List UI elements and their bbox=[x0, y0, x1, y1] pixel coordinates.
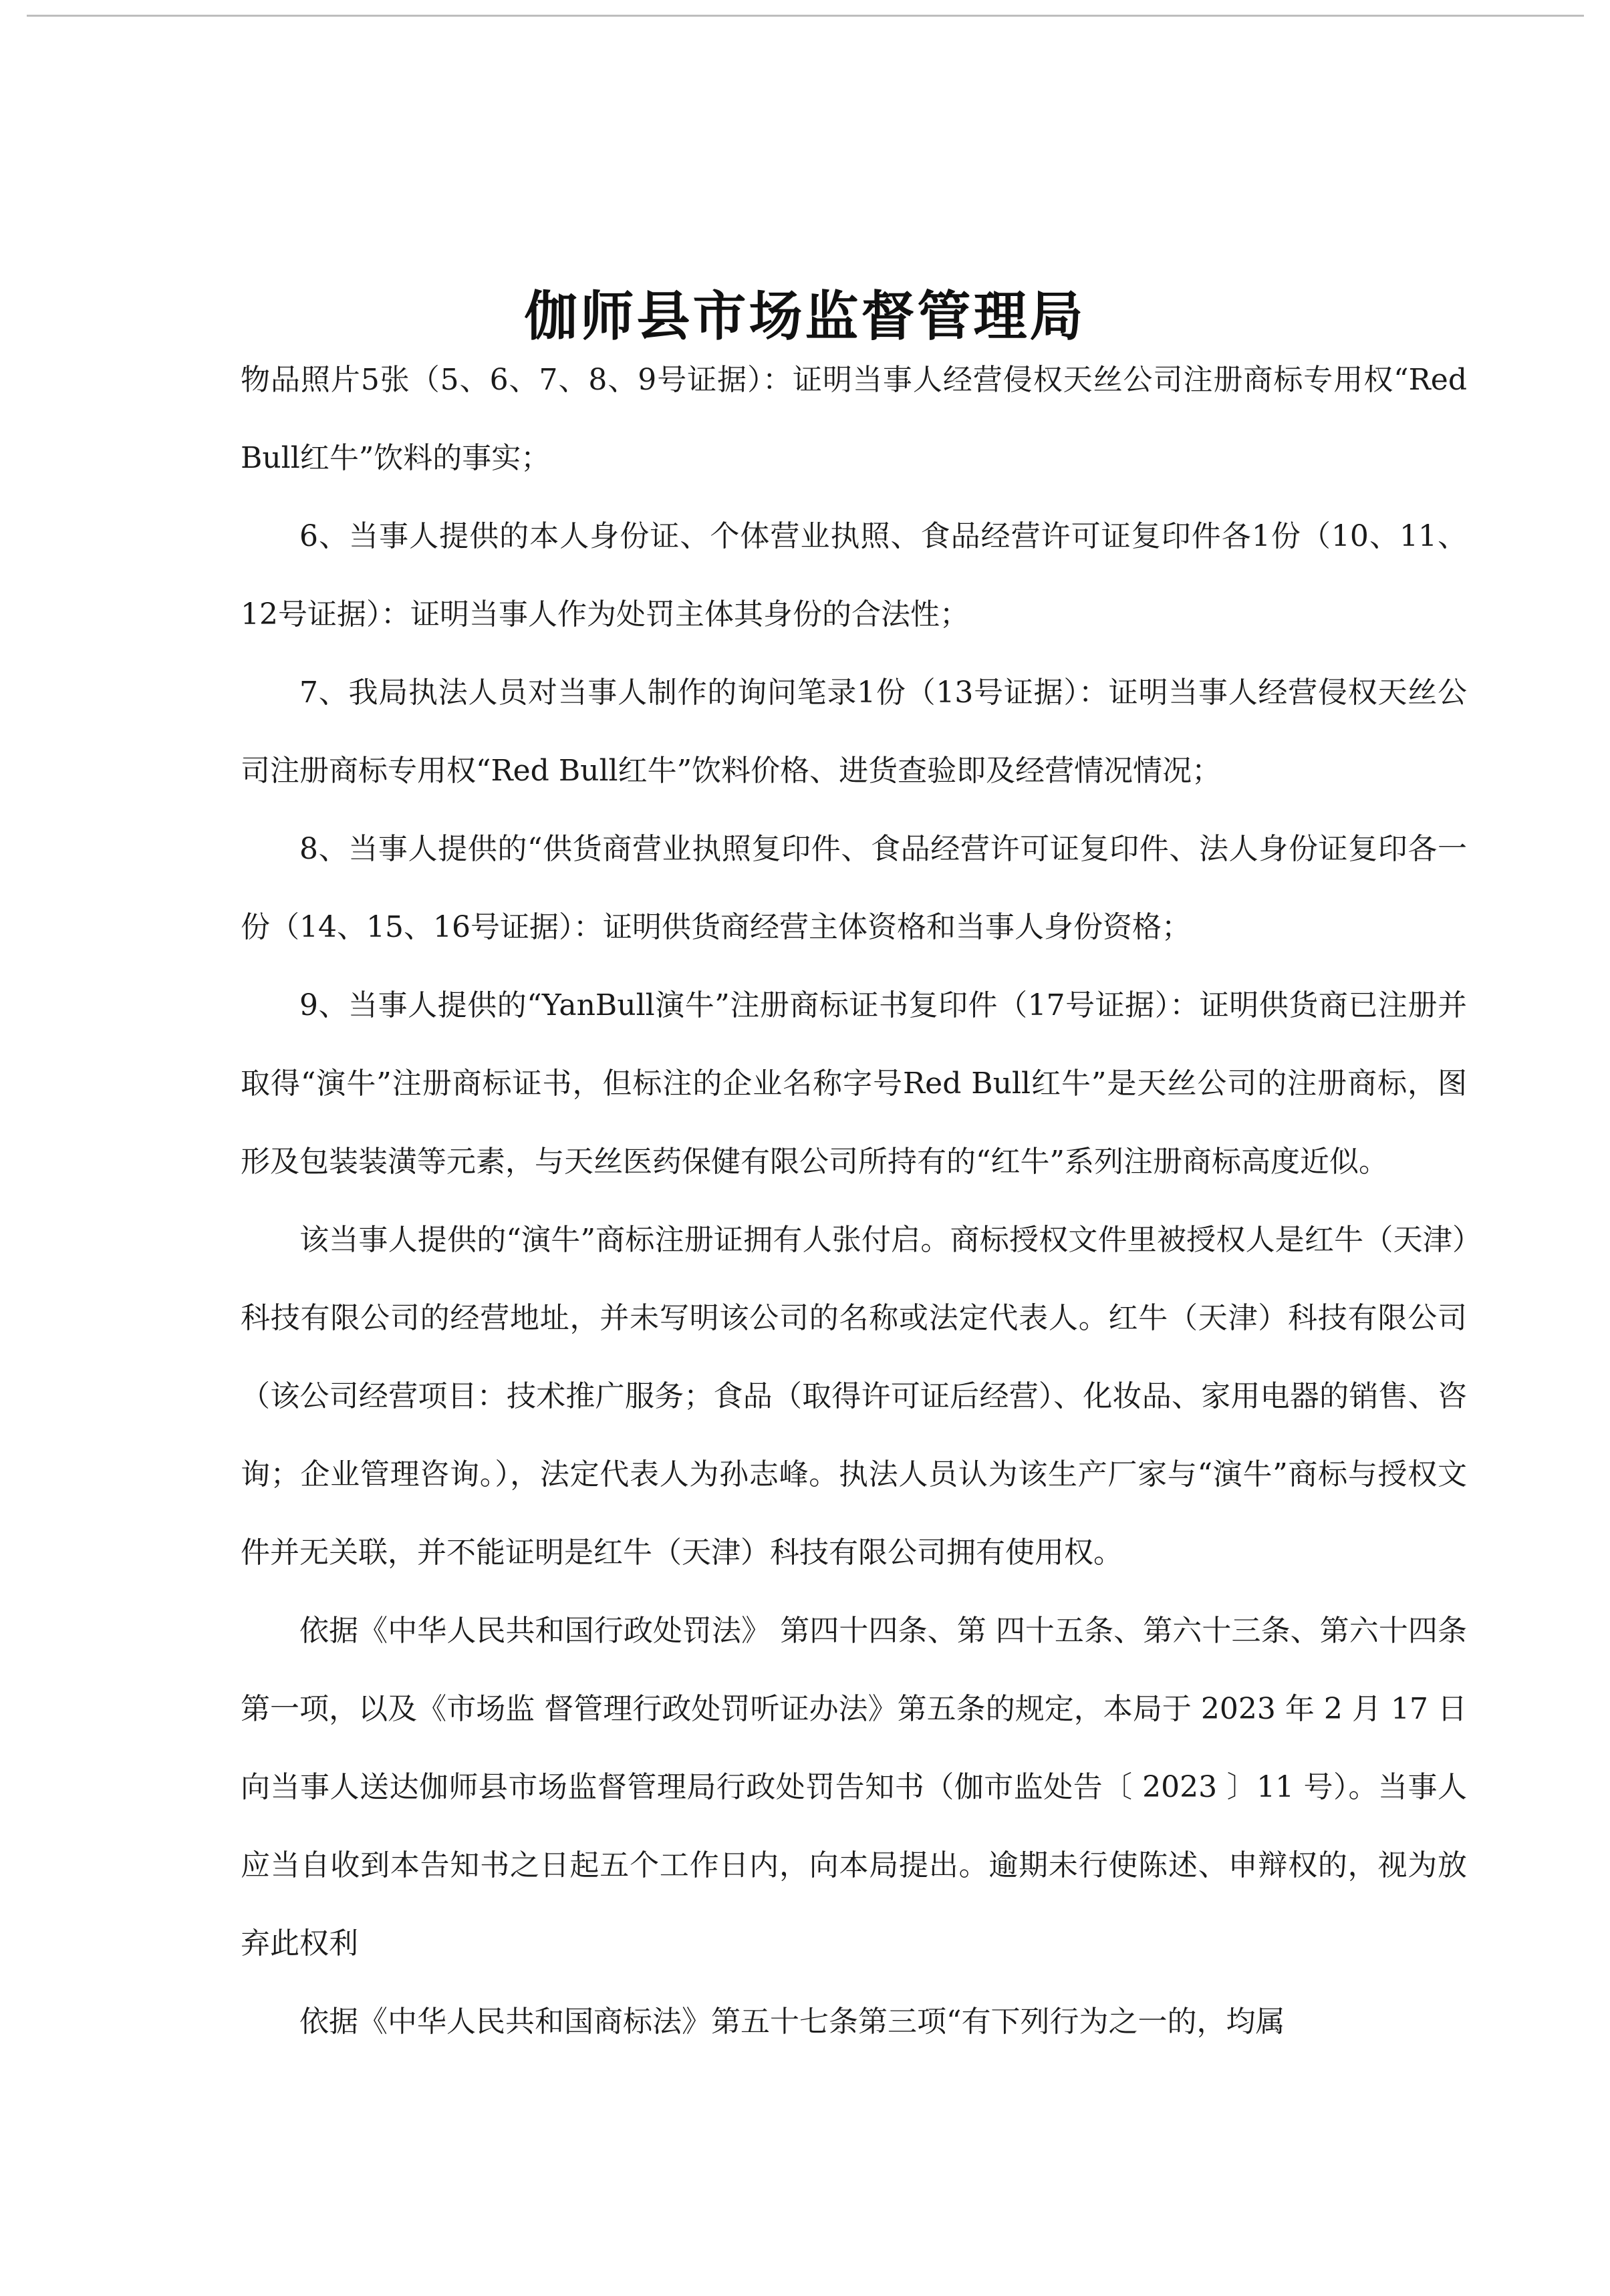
paragraph: 物品照片5张（5、6、7、8、9号证据）：证明当事人经营侵权天丝公司注册商标专用权“Red Bull红牛”饮料的事实； bbox=[241, 363, 1467, 475]
document-body bbox=[241, 341, 1467, 2061]
paragraph: 9、当事人提供的“YanBull演牛”注册商标证书复印件（17号证据）：证明供货商已注册并取得“演牛”注册商标证书，但标注的企业名称字号Red Bull红牛”是天丝公司的注册商标，图形及包装装潢等元素，与天丝医药保健有限公司所持有的“红牛”系列注册商标高度近似。 bbox=[241, 988, 1467, 1179]
paragraph: 该当事人提供的“演牛”商标注册证拥有人张付启。商标授权文件里被授权人是红牛（天津）科技有限公司的经营地址，并未写明该公司的名称或法定代表人。红牛（天津）科技有限公司（该公司经营项目：技术推广服务；食品（取得许可证后经营）、化妆品、家用电器的销售、咨询；企业管理咨询。），法定代表人为孙志峰。执法人员认为该生产厂家与“演牛”商标与授权文件并无关联，并不能证明是红牛（天津）科技有限公司拥有使用权。 bbox=[241, 1223, 1467, 1570]
paragraph: 7、我局执法人员对当事人制作的询问笔录1份（13号证据）：证明当事人经营侵权天丝公司注册商标专用权“Red Bull红牛”饮料价格、进货查验即及经营情况情况； bbox=[241, 676, 1467, 788]
page-title: 伽师县市场监督管理局 bbox=[524, 285, 1086, 347]
paragraph: 依据《中华人民共和国商标法》第五十七条第三项“有下列行为之一的，均属 bbox=[299, 2005, 1285, 2039]
paragraph: 6、当事人提供的本人身份证、个体营业执照、食品经营许可证复印件各1份（10、11、12号证据）：证明当事人作为处罚主体其身份的合法性； bbox=[241, 519, 1467, 631]
paragraph: 8、当事人提供的“供货商营业执照复印件、食品经营许可证复印件、法人身份证复印各一份（14、15、16号证据）：证明供货商经营主体资格和当事人身份资格； bbox=[241, 832, 1467, 944]
top-rule bbox=[27, 15, 1584, 17]
paragraph: 依据《中华人民共和国行政处罚法》 第四十四条、第 四十五条、第六十三条、第六十四条第一项，以及《市场监 督管理行政处罚听证办法》第五条的规定，本局于 2023 年 2 月 17 日向当事人送达伽师县市场监督管理局行政处罚告知书（伽市监处告〔 2023 〕11 号）。当事人应当自收到本告知书之日起五个工作日内，向本局提出。逾期未行使陈述、申辩权的，视为放弃此权利 bbox=[241, 1614, 1467, 1961]
